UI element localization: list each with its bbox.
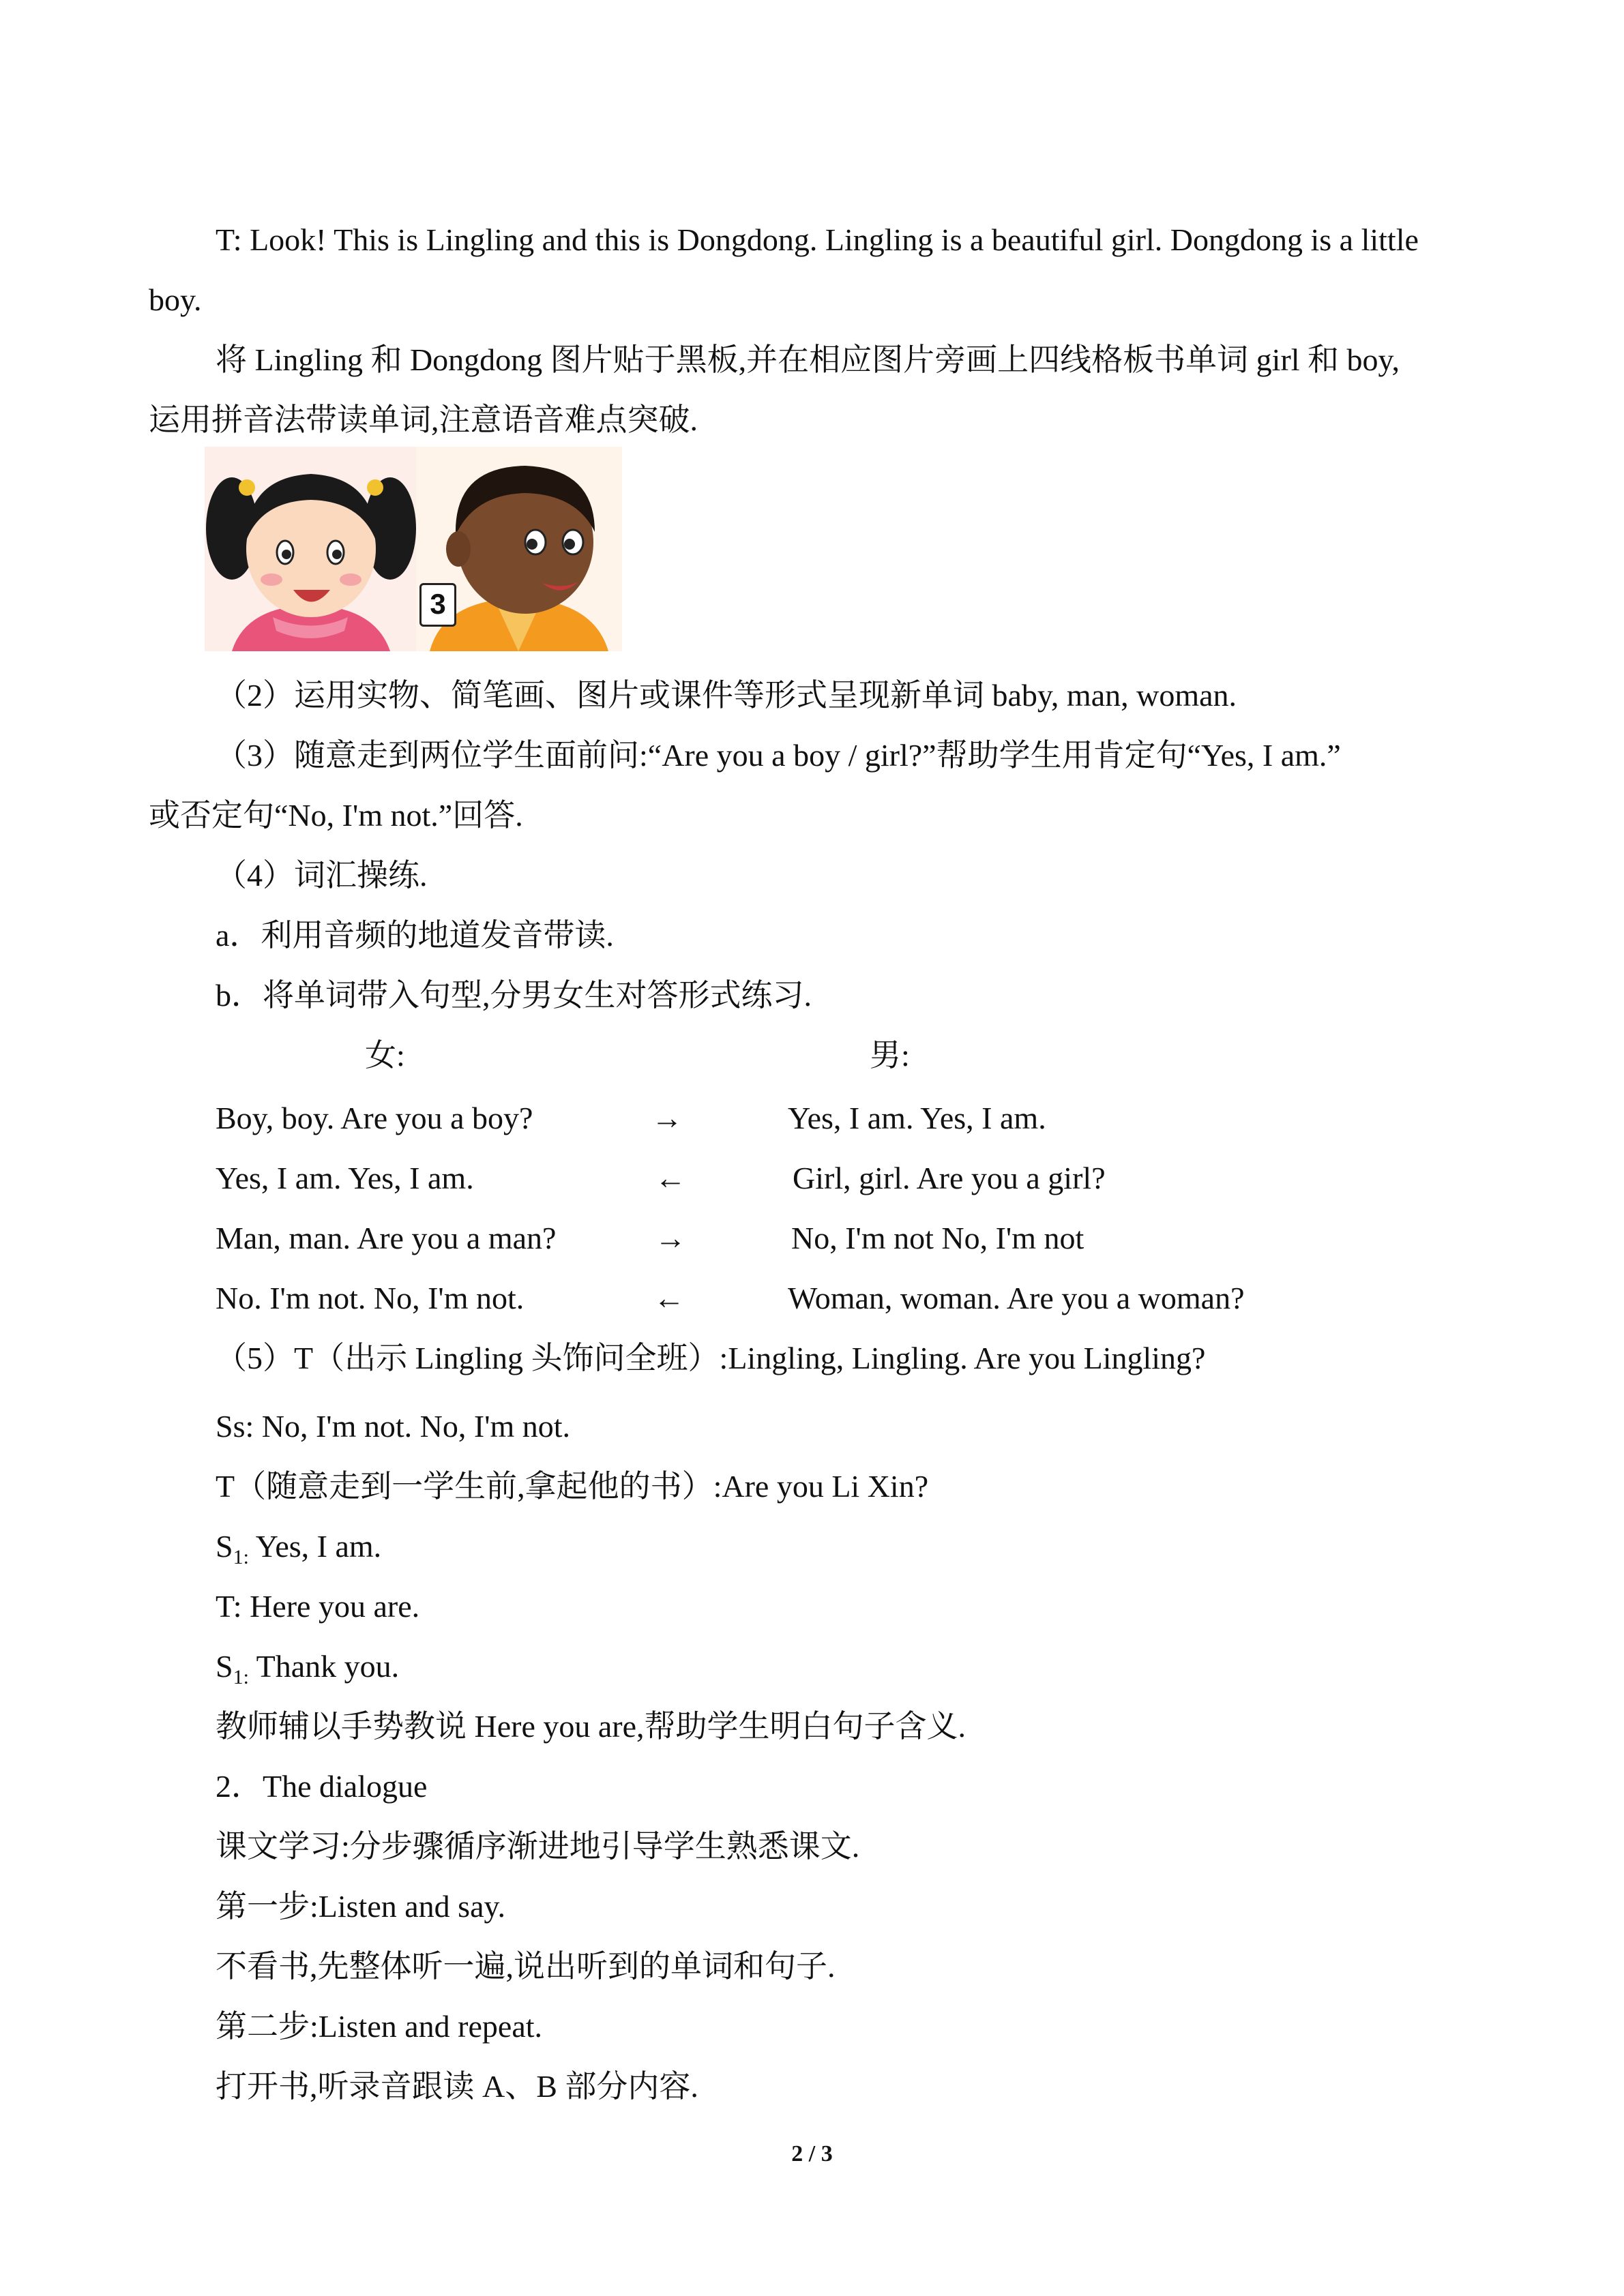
number-badge: 3 xyxy=(419,583,456,627)
intro-line-1: T: Look! This is Lingling and this is Dongdong. Lingling is a beautiful girl. Dongdong is a little xyxy=(216,222,1419,257)
drill-row-2-left: Yes, I am. Yes, I am. xyxy=(216,1161,474,1195)
step-3-line-2: 或否定句“No, I'm not.”回答. xyxy=(149,798,523,833)
drill-row-4-right: Woman, woman. Are you a woman? xyxy=(788,1281,1245,1315)
section-2-step-2: 第二步:Listen and repeat. xyxy=(216,2009,543,2044)
drill-row-2-arrow: ← xyxy=(655,1161,686,1195)
section-2-step-1-desc: 不看书,先整体听一遍,说出听到的单词和句子. xyxy=(216,1949,836,1984)
teacher-question: T（随意走到一学生前,拿起他的书）:Are you Li Xin? xyxy=(216,1469,929,1504)
intro-line-2: boy. xyxy=(149,282,202,317)
step-4-b: b．将单词带入句型,分男女生对答形式练习. xyxy=(216,978,812,1013)
intro-line-3: 将 Lingling 和 Dongdong 图片贴于黑板,并在相应图片旁画上四线格板书单词 girl 和 boy, xyxy=(216,342,1400,377)
section-2-step-1: 第一步:Listen and say. xyxy=(216,1889,506,1924)
drill-row-1-arrow: → xyxy=(651,1101,683,1135)
drill-row-2-right: Girl, girl. Are you a girl? xyxy=(793,1161,1106,1195)
drill-row-4-left: No. I'm not. No, I'm not. xyxy=(216,1281,525,1315)
drill-row-3-left: Man, man. Are you a man? xyxy=(216,1221,557,1255)
intro-line-4: 运用拼音法带读单词,注意语音难点突破. xyxy=(149,402,698,437)
student1-reply-2: $S_{1:}$ Thank you. xyxy=(216,1649,400,1688)
section-2-step-2-desc: 打开书,听录音跟读 A、B 部分内容. xyxy=(216,2069,698,2104)
drill-row-3-right: No, I'm not No, I'm not xyxy=(791,1221,1084,1255)
drill-row-4-arrow: ← xyxy=(653,1281,685,1315)
student1-reply-1: $S_{1:}$ Yes, I am. xyxy=(216,1529,382,1568)
male-header: 男: xyxy=(870,1038,910,1073)
drill-row-3-arrow: → xyxy=(655,1221,686,1255)
lingling-illustration xyxy=(205,447,416,651)
section-2-desc: 课文学习:分步骤循序渐进地引导学生熟悉课文. xyxy=(216,1829,860,1864)
drill-row-1-left: Boy, boy. Are you a boy? xyxy=(216,1101,533,1135)
drill-row-1-right: Yes, I am. Yes, I am. xyxy=(788,1101,1046,1135)
section-2-title: 2．The dialogue xyxy=(216,1769,428,1804)
female-header: 女: xyxy=(365,1038,405,1073)
teacher-note: 教师辅以手势教说 Here you are,帮助学生明白句子含义. xyxy=(216,1709,966,1744)
step-2: （2）运用实物、简笔画、图片或课件等形式呈现新单词 baby, man, woman. xyxy=(216,678,1237,713)
step-5: （5）T（出示 Lingling 头饰问全班）:Lingling, Lingling. Are you Lingling? xyxy=(216,1341,1206,1375)
step-4: （4）词汇操练. xyxy=(216,858,428,893)
dongdong-illustration xyxy=(416,447,622,651)
step-3-line-1: （3）随意走到两位学生面前问:“Are you a boy / girl?”帮助学生用肯定句“Yes, I am.” xyxy=(216,738,1341,773)
teacher-here-you-are: T: Here you are. xyxy=(216,1589,420,1624)
page-number: 2 / 3 xyxy=(791,2141,833,2166)
step-4-a: a．利用音频的地道发音带读. xyxy=(216,918,614,953)
students-reply: Ss: No, I'm not. No, I'm not. xyxy=(216,1409,571,1444)
